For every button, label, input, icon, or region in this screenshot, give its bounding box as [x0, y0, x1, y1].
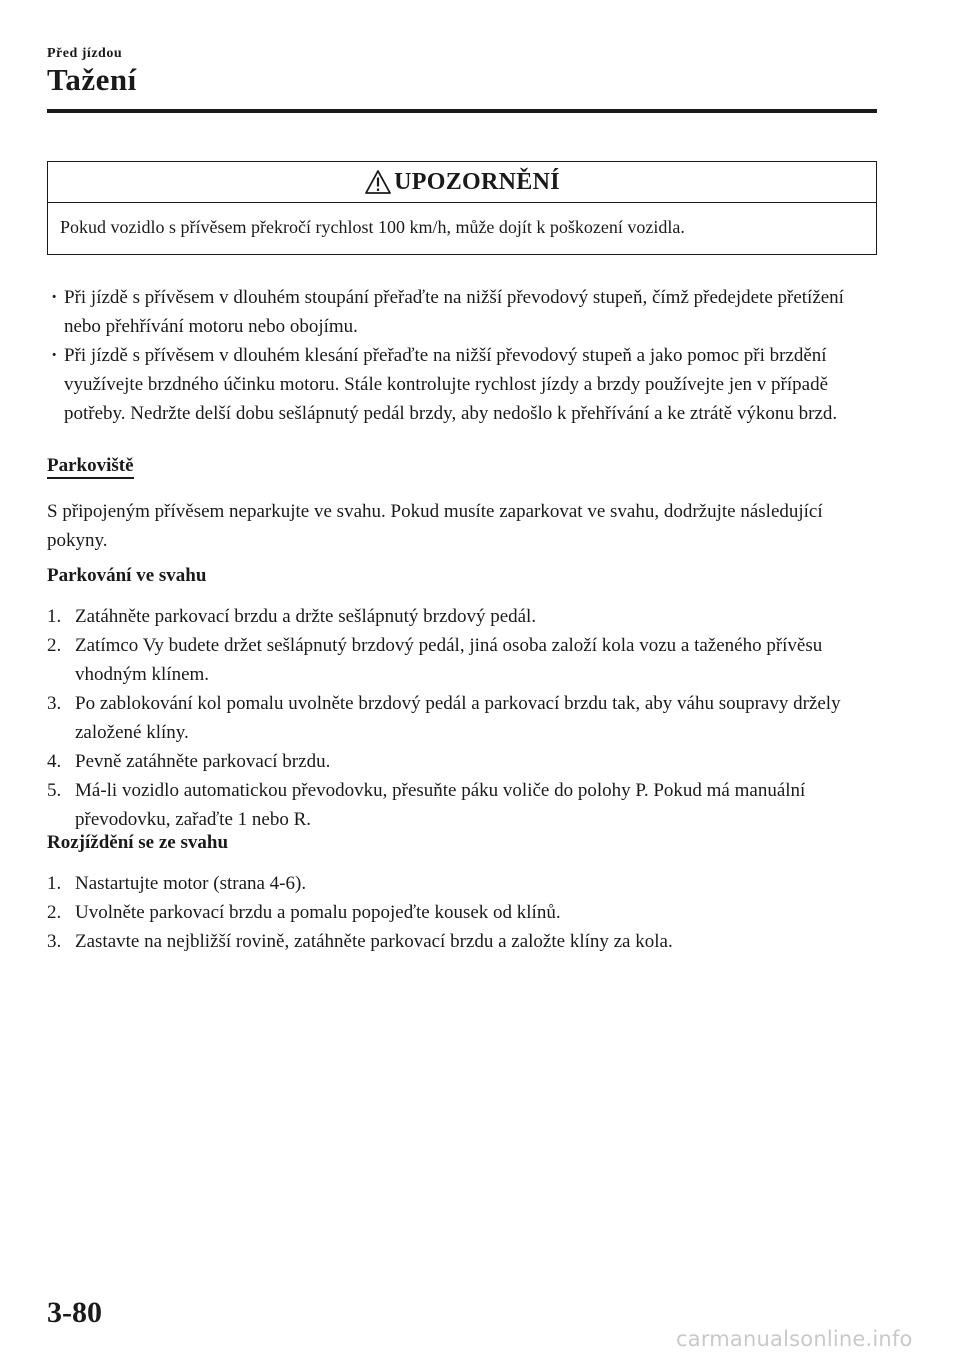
warning-triangle-icon	[364, 169, 392, 195]
warning-title: UPOZORNĚNÍ	[394, 168, 560, 195]
hill-start-steps	[47, 869, 877, 956]
step-item	[47, 927, 877, 956]
warning-box	[47, 161, 877, 255]
slope-parking-heading: Parkování ve svahu	[47, 565, 207, 586]
bullet-item: · Při jízdě s přívěsem v dlouhém stoupání přeřaďte na nižší převodový stupeň, čímž předejdete přetížení nebo přehřívání motoru nebo obojímu.	[47, 283, 877, 341]
parking-paragraph: S připojeným přívěsem neparkujte ve svahu. Pokud musíte zaparkovat ve svahu, dodržujte následující pokyny.	[47, 501, 823, 551]
step-number: 3.	[47, 693, 62, 714]
step-number: 1.	[47, 873, 62, 894]
step-text: Zatáhněte parkovací brzdu a držte sešlápnutý brzdový pedál.	[75, 606, 537, 627]
step-number: 2.	[47, 635, 62, 656]
warning-header	[48, 162, 876, 203]
step-item	[47, 631, 877, 689]
step-text: Má-li vozidlo automatickou převodovku, přesuňte páku voliče do polohy P. Pokud má manuální převodovku, zařaďte 1 nebo R.	[75, 780, 806, 830]
step-item	[47, 776, 877, 834]
step-text: Pevně zatáhněte parkovací brzdu.	[75, 751, 331, 772]
step-text: Nastartujte motor (strana 4-6).	[75, 873, 307, 894]
bullet-list	[47, 283, 877, 428]
step-item	[47, 747, 877, 776]
section-label: Před jízdou	[47, 46, 123, 61]
step-item	[47, 898, 877, 927]
step-text: Uvolněte parkovací brzdu a pomalu popojeďte kousek od klínů.	[75, 902, 561, 923]
step-number: 4.	[47, 751, 62, 772]
step-text: Zastavte na nejbližší rovině, zatáhněte parkovací brzdu a založte klíny za kola.	[75, 931, 673, 952]
chapter-title: Tažení	[47, 62, 137, 97]
step-item	[47, 602, 877, 631]
step-item	[47, 689, 877, 747]
slope-parking-steps	[47, 602, 877, 834]
step-text: Zatímco Vy budete držet sešlápnutý brzdový pedál, jiná osoba založí kola vozu a taženého přívěsu vhodným klínem.	[75, 635, 823, 685]
step-item	[47, 869, 877, 898]
watermark: carmanualsonline.info	[676, 1327, 913, 1351]
step-text: Po zablokování kol pomalu uvolněte brzdový pedál a parkovací brzdu tak, aby váhu soupravy držely založené klíny.	[75, 693, 841, 743]
bullet-item: · Při jízdě s přívěsem v dlouhém klesání přeřaďte na nižší převodový stupeň a jako pomoc při brzdění využívejte brzdného účinku motoru. Stále kontrolujte rychlost jízdy a brzdy používejte jen v případě potřeby. Nedržte delší dobu sešlápnutý pedál brzdy, aby nedošlo k přehřívání a ke ztrátě výkonu brzd.	[47, 341, 877, 428]
header-rule	[47, 109, 877, 113]
parking-heading-text: Parkoviště	[47, 455, 134, 479]
warning-text: Pokud vozidlo s přívěsem překročí rychlost 100 km/h, může dojít k poškození vozidla.	[60, 217, 685, 237]
step-number: 2.	[47, 902, 62, 923]
page-number: 3-80	[47, 1296, 102, 1329]
parking-heading	[47, 455, 134, 477]
step-number: 5.	[47, 780, 62, 801]
step-number: 3.	[47, 931, 62, 952]
hill-start-heading: Rozjíždění se ze svahu	[47, 832, 229, 853]
step-number: 1.	[47, 606, 62, 627]
